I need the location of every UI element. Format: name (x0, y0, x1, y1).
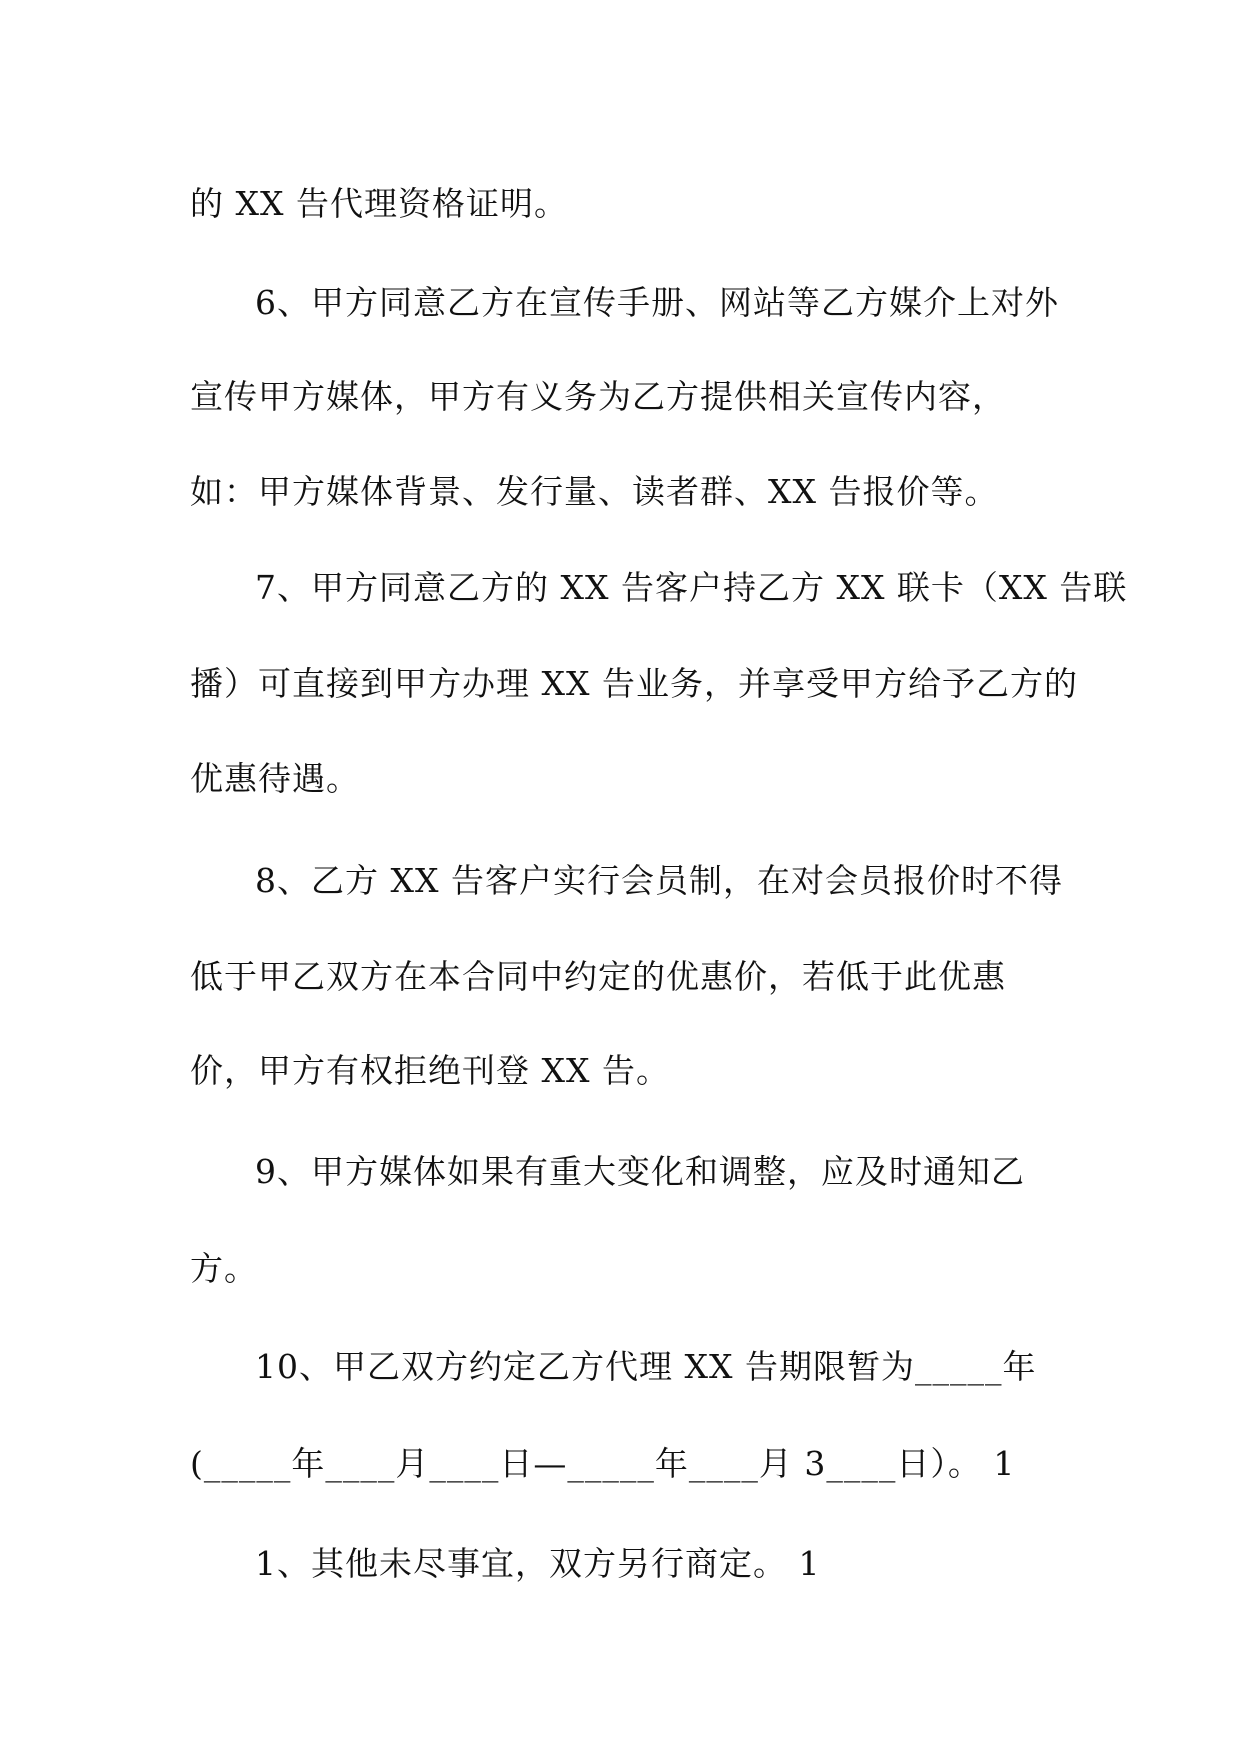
text-line: 优惠待遇。 (190, 759, 360, 798)
text-line: 6、甲方同意乙方在宣传手册、网站等乙方媒介上对外 (255, 283, 1059, 322)
text-line: 价，甲方有权拒绝刊登 XX 告。 (190, 1051, 670, 1090)
text-line: 低于甲乙双方在本合同中约定的优惠价，若低于此优惠 (190, 957, 1006, 996)
text-line: 方。 (190, 1249, 258, 1288)
text-line: 7、甲方同意乙方的 XX 告客户持乙方 XX 联卡（XX 告联 (255, 568, 1128, 607)
text-line: 宣传甲方媒体，甲方有义务为乙方提供相关宣传内容， (190, 377, 1006, 416)
text-line: 1、其他未尽事宜，双方另行商定。 1 (255, 1544, 821, 1583)
text-line: 的 XX 告代理资格证明。 (190, 184, 568, 223)
text-line: 如：甲方媒体背景、发行量、读者群、XX 告报价等。 (190, 472, 999, 511)
text-line: 9、甲方媒体如果有重大变化和调整，应及时通知乙 (255, 1152, 1025, 1191)
text-line: 10、甲乙双方约定乙方代理 XX 告期限暂为_____年 (255, 1347, 1037, 1386)
text-line: 8、乙方 XX 告客户实行会员制，在对会员报价时不得 (255, 861, 1063, 900)
text-line: 播）可直接到甲方办理 XX 告业务，并享受甲方给予乙方的 (190, 664, 1078, 703)
text-line: (_____年____月____日—_____年____月 3____日）。 1 (190, 1444, 1016, 1483)
